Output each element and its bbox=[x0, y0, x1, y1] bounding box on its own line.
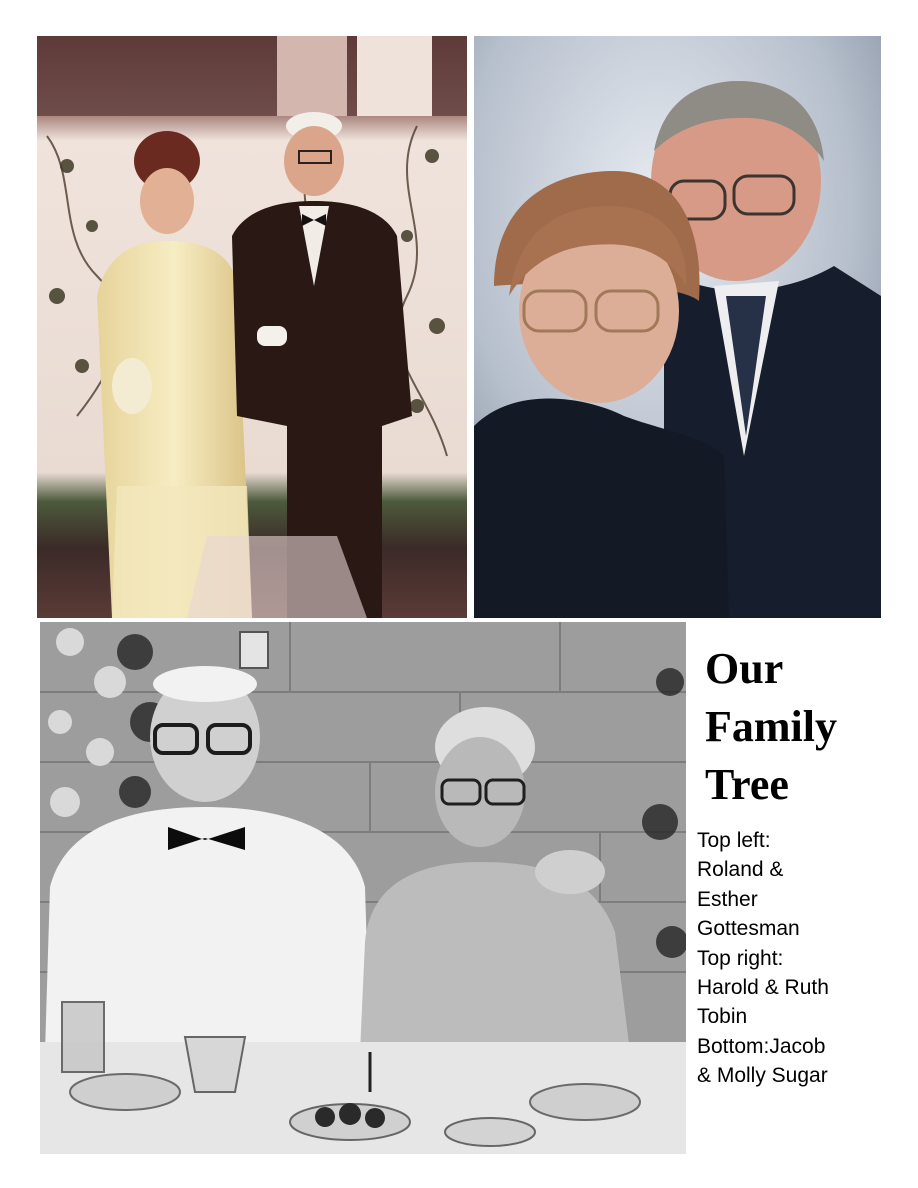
title-line-family: Family bbox=[705, 702, 837, 751]
photo-tobin-image bbox=[474, 36, 881, 618]
title-line-tree: Tree bbox=[705, 760, 789, 809]
caption-line: Roland & bbox=[697, 858, 784, 882]
photo-bottom bbox=[40, 622, 686, 1154]
caption-line: Top right: bbox=[697, 946, 784, 970]
page-title bbox=[705, 640, 905, 814]
caption-line: Esther bbox=[697, 887, 758, 911]
photo-caption bbox=[697, 826, 912, 1091]
photo-top-left bbox=[37, 36, 467, 618]
photo-gottesman-image bbox=[37, 36, 467, 618]
caption-line: Bottom:Jacob bbox=[697, 1034, 826, 1058]
photo-top-right bbox=[474, 36, 881, 618]
caption-line: Top left: bbox=[697, 829, 771, 852]
caption-line: Harold & Ruth bbox=[697, 976, 829, 1000]
caption-line: Gottesman bbox=[697, 917, 800, 941]
photo-sugar-image bbox=[40, 622, 686, 1154]
caption-line: Tobin bbox=[697, 1005, 748, 1029]
title-line-our: Our bbox=[705, 644, 784, 693]
caption-line: & Molly Sugar bbox=[697, 1064, 828, 1088]
